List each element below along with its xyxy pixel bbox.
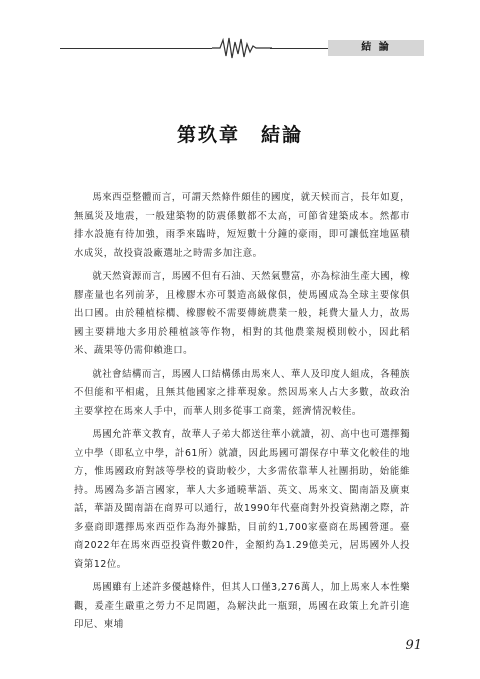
paragraph-5: 馬國雖有上述許多優越條件，但其人口僅3,276萬人，加上馬來人本性樂觀，爰產生嚴重之勞力不足問題，為解決此一瓶頸，馬國在政策上允許引進印尼、柬埔 xyxy=(74,582,410,631)
header-rule-mid xyxy=(270,48,328,49)
paragraph-4: 馬國允許華文教育，故華人子弟大都送往華小就讀，初、高中也可選擇獨立中學（即私立中學，計61所）就讀，因此馬國可謂保存中華文化較佳的地方，惟馬國政府對該等學校的資助較少，大多需依靠華人社團捐助，始能維持。馬國為多語言國家，華人大多通曉華語、英文、馬來文、閩南語及廣東話，華語及閩南語在商界可以通行，故1990年代臺商對外投資熱潮之際，許多臺商即選擇馬來西亞作為海外據點，目前約1,700家臺商在馬國營運。臺商2022年在馬來西亞投資件數20件，金額約為1.29億美元，居馬國外人投資第12位。 xyxy=(74,428,410,571)
header-rule-left xyxy=(60,48,212,49)
section-header-tab: 結 論 xyxy=(328,40,424,56)
paragraph-2: 就天然資源而言，馬國不但有石油、天然氣豐富，亦為棕油生產大國，橡膠產量也名列前茅，且橡膠木亦可製造高級傢俱，使馬國成為全球主要傢俱出口國。由於種植棕櫚、橡膠較不需要傳統農業一般，耗費大量人力，故馬國主要耕地大多用於種植該等作物，相對的其他農業規模則較小，因此稻米、蔬果等仍需仰賴進口。 xyxy=(74,270,410,357)
paragraph-1: 馬來西亞整體而言，可謂天然條件頗佳的國度，就天候而言，長年如夏，無風災及地震，一般建築物的防震係數都不太高，可節省建築成本。然都市排水設施有待加強，雨季來臨時，短短數十分鐘的豪雨，即可讓低窪地區積水成災，故投資設廠選址之時需多加注意。 xyxy=(74,192,410,259)
paragraph-3: 就社會結構而言，馬國人口結構係由馬來人、華人及印度人組成，各種族不但能和平相處，且無其他國家之排華現象。然因馬來人占大多數，故政治主要掌控在馬來人手中，而華人則多從事工商業，經濟情況較佳。 xyxy=(74,368,410,417)
page-number: 91 xyxy=(405,638,422,653)
body-text xyxy=(74,189,410,640)
chapter-title: 第玖章 結論 xyxy=(176,124,303,146)
heartbeat-wave-icon xyxy=(212,36,272,60)
